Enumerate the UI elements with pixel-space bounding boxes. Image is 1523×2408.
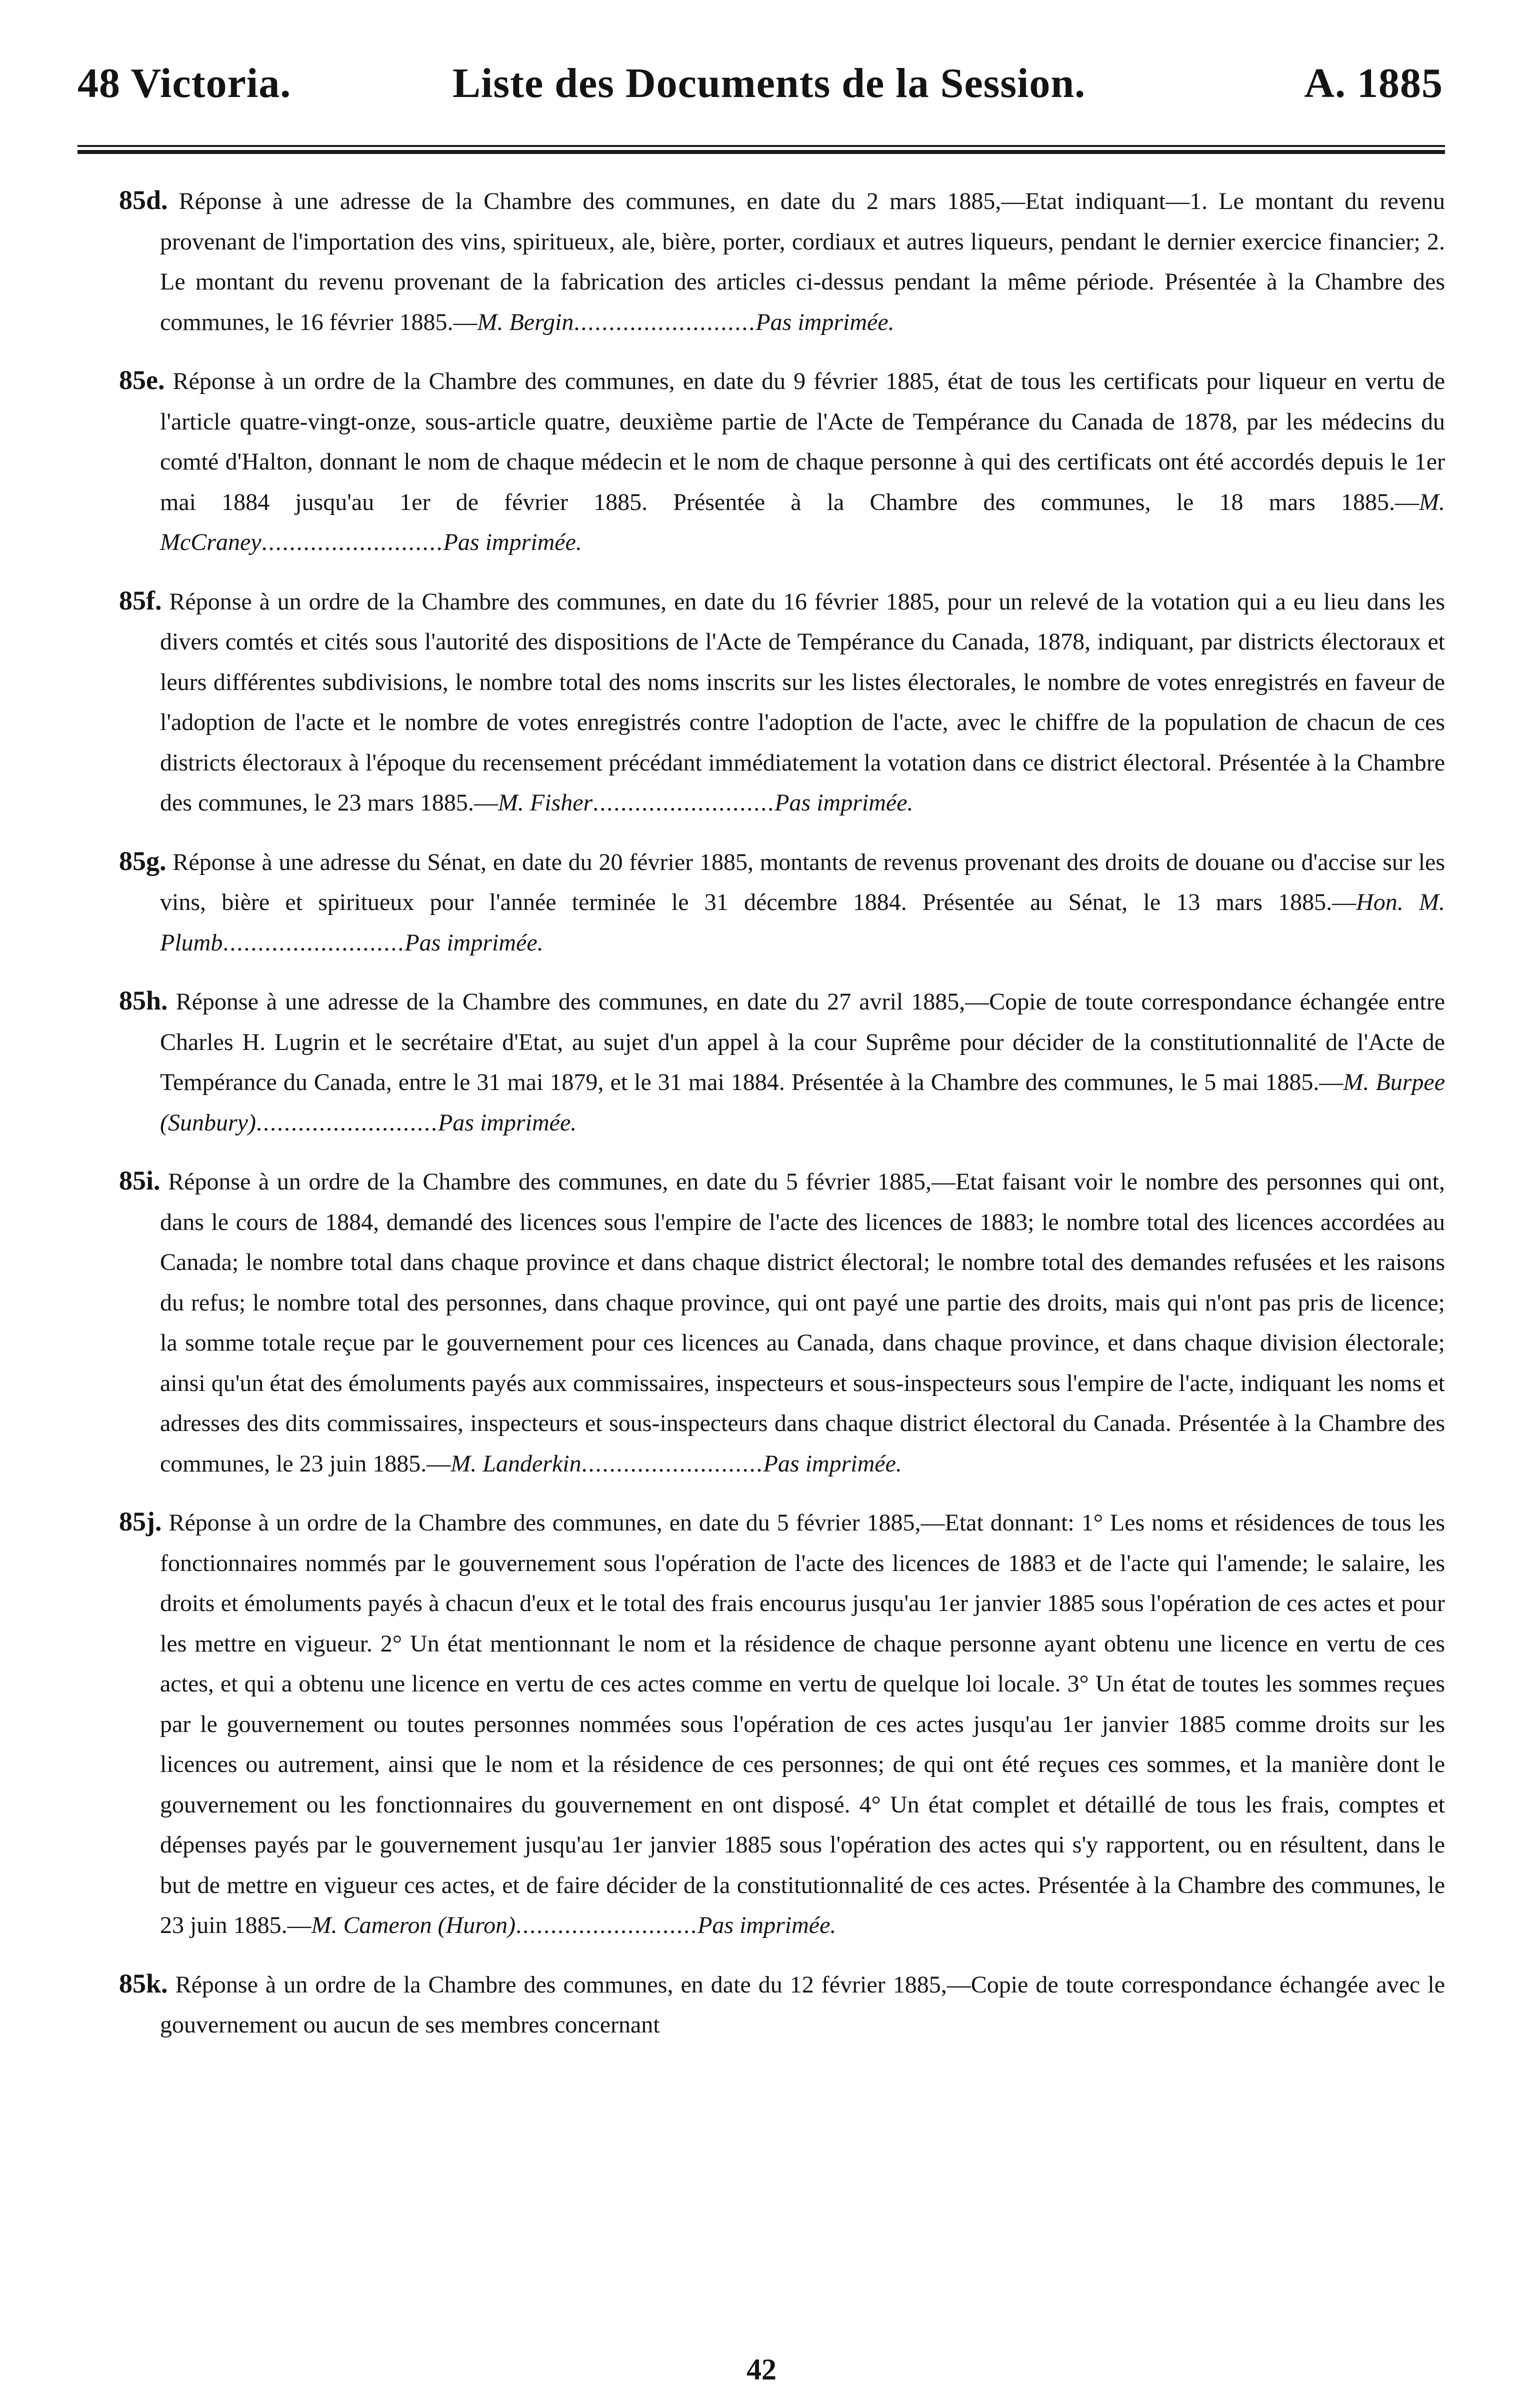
entry-text: Réponse à un ordre de la Chambre des communes, en date du 5 février 1885,—Etat donnant: 1° Les noms et résidences de tous les fonctionnaires nommés par le gouvernement sous l'opération de l'acte des licences de 1883 et de l'acte qui l'amende; le salaire, les droits et émoluments payés à chacun d'eux et le total des frais encourus jusqu'au 1er janvier 1885 sous l'opération de ces actes et pour les mettre en vigueur. 2° Un état mentionnant le nom et la résidence de chaque personne ayant obtenu une licence en vertu de ces actes, et qui a obtenu une licence en vertu de ces actes comme en vertu de quelque loi locale. 3° Un état de toutes les sommes reçues par le gouvernement ou toutes personnes nommées sous l'opération de ces actes jusqu'au 1er janvier 1885 comme droits sur les licences ou autrement, ainsi que le nom et la résidence de ces personnes; de qui ont été reçues ces sommes, et la manière dont le gouvernement ou les fonctionnaires du gouvernement en ont disposé. 4° Un état complet et détaillé de tous les frais, comptes et dépenses payés par le gouvernement jusqu'au 1er janvier 1885 sous l'opération des actes qui s'y rapportent, ou en résultent, dans le but de mettre en vigueur ces actes, et de faire décider de la constitutionnalité de ces actes. Présentée à la Chambre des communes, le 23 juin 1885.— <box>160 1510 1446 1938</box>
entry-signatory: Hon. M. Plumb <box>160 889 1445 956</box>
entry-signatory: M. Bergin <box>477 308 574 336</box>
entry-number: 85h. <box>119 986 168 1016</box>
entry-85f <box>119 580 1445 824</box>
entry-status: Pas imprimée. <box>756 308 894 336</box>
dot-leader: .......................... <box>592 790 775 816</box>
header-rule-thin <box>78 145 1445 147</box>
entry-number: 85d. <box>119 185 168 215</box>
entries-list <box>119 180 1446 2063</box>
entry-text: Réponse à un ordre de la Chambre des communes, en date du 12 février 1885,—Copie de toute correspondance échangée avec le gouvernement ou aucun de ses membres concernant <box>160 1971 1446 2038</box>
entry-number: 85e. <box>119 365 165 395</box>
entry-text: Réponse à une adresse de la Chambre des communes, en date du 2 mars 1885,—Etat indiquant—1. Le montant du revenu provenant de l'importation des vins, spiritueux, ale, bière, porter, cordiaux et autres liqueurs, pendant le dernier exercice financier; 2. Le montant du revenu provenant de la fabrication des articles ci-dessus pendant la même période. Présentée à la Chambre des communes, le 16 février 1885.— <box>160 188 1446 336</box>
header-rule-thick <box>78 150 1445 154</box>
dot-leader: .......................... <box>574 308 756 336</box>
entry-text: Réponse à un ordre de la Chambre des communes, en date du 16 février 1885, pour un relevé de la votation qui a eu lieu dans les divers comtés et cités sous l'autorité des dispositions de l'Acte de Tempérance du Canada, 1878, indiquant, par districts électoraux et leurs différentes subdivisions, le nombre total des noms inscrits sur les listes électorales, le nombre de votes enregistrés en faveur de l'adoption de l'acte et le nombre de votes enregistrés contre l'adoption de l'acte, avec le chiffre de la population de chacun de ces districts électoraux à l'époque du recensement précédant immédiatement la votation dans ce district électoral. Présentée à la Chambre des communes, le 23 mars 1885.— <box>160 588 1445 816</box>
dot-leader: .......................... <box>261 529 444 556</box>
entry-text: Réponse à un ordre de la Chambre des communes, en date du 9 février 1885, état de tous les certificats pour liqueur en vertu de l'article quatre-vingt-onze, sous-article quatre, deuxième partie de l'Acte de Tempérance du Canada de 1878, par les médecins du comté d'Halton, donnant le nom de chaque médecin et le nom de chaque personne à qui des certificats ont été accordés depuis le 1er mai 1884 jusqu'au 1er de février 1885. Présentée à la Chambre des communes, le 18 mars 1885.— <box>160 368 1446 516</box>
entry-text: Réponse à une adresse du Sénat, en date du 20 février 1885, montants de revenus provenant des droits de douane ou d'accise sur les vins, bière et spiritueux pour l'année terminée le 31 décembre 1884. Présentée au Sénat, le 13 mars 1885.— <box>160 848 1446 916</box>
entry-text: Réponse à un ordre de la Chambre des communes, en date du 5 février 1885,—Etat faisant voir le nombre des personnes qui ont, dans le cours de 1884, demandé des licences sous l'empire de l'acte des licences de 1883; le nombre total des licences accordées au Canada; le nombre total dans chaque province et dans chaque district électoral; le nombre total des demandes refusées et les raisons du refus; le nombre total des personnes, dans chaque province, qui ont payé une partie des droits, mais qui n'ont pas pris de licence; la somme totale reçue par le gouvernement pour ces licences au Canada, dans chaque province, et dans chaque division électorale; ainsi qu'un état des émoluments payés aux commissaires, inspecteurs et sous-inspecteurs sous l'empire de l'acte, indiquant les noms et adresses des dits commissaires, inspecteurs et sous-inspecteurs dans chaque district électoral du Canada. Présentée à la Chambre des communes, le 23 juin 1885.— <box>160 1168 1445 1477</box>
entry-signatory: M. Fisher <box>498 790 593 816</box>
entry-number: 85j. <box>119 1506 162 1536</box>
dot-leader: .......................... <box>256 1109 438 1136</box>
header-year: A. 1885 <box>1304 60 1443 106</box>
entry-number: 85k. <box>119 1968 168 1998</box>
entry-status: Pas imprimée. <box>438 1109 577 1136</box>
entry-status: Pas imprimée. <box>698 1912 836 1938</box>
entry-number: 85i. <box>119 1166 160 1196</box>
entry-85j <box>119 1502 1446 1946</box>
entry-status: Pas imprimée. <box>763 1450 902 1477</box>
entry-text: Réponse à une adresse de la Chambre des communes, en date du 27 avril 1885,—Copie de toute correspondance échangée entre Charles H. Lugrin et le secrétaire d'Etat, au sujet d'un appel à la cour Suprême pour décider de la constitutionnalité de l'Acte de Tempérance du Canada, entre le 31 mai 1879, et le 31 mai 1884. Présentée à la Chambre des communes, le 5 mai 1885.— <box>160 988 1446 1096</box>
entry-85d <box>119 180 1446 342</box>
entry-status: Pas imprimée. <box>404 929 544 956</box>
entry-status: Pas imprimée. <box>443 529 582 556</box>
entry-signatory: M. Cameron (Huron) <box>311 1912 516 1938</box>
dot-leader: .......................... <box>222 929 405 956</box>
entry-status: Pas imprimée. <box>774 790 914 816</box>
entry-signatory: M. Burpee (Sunbury) <box>160 1069 1446 1136</box>
header-title: Liste des Documents de la Session. <box>452 60 1086 106</box>
entry-85g <box>119 841 1446 964</box>
header-session: 48 Victoria. <box>78 60 292 106</box>
running-header <box>0 59 1523 109</box>
entry-signatory: M. Landerkin <box>450 1450 582 1477</box>
dot-leader: .......................... <box>516 1912 698 1938</box>
entry-85k <box>119 1964 1446 2046</box>
entry-85h <box>119 980 1446 1143</box>
dot-leader: .......................... <box>581 1450 764 1477</box>
entry-number: 85g. <box>119 846 166 876</box>
page-number: 42 <box>746 2353 776 2386</box>
entry-85e <box>119 360 1446 563</box>
entry-number: 85f. <box>119 585 162 616</box>
entry-signatory: M. McCraney <box>160 488 1445 556</box>
entry-85i <box>119 1160 1445 1484</box>
